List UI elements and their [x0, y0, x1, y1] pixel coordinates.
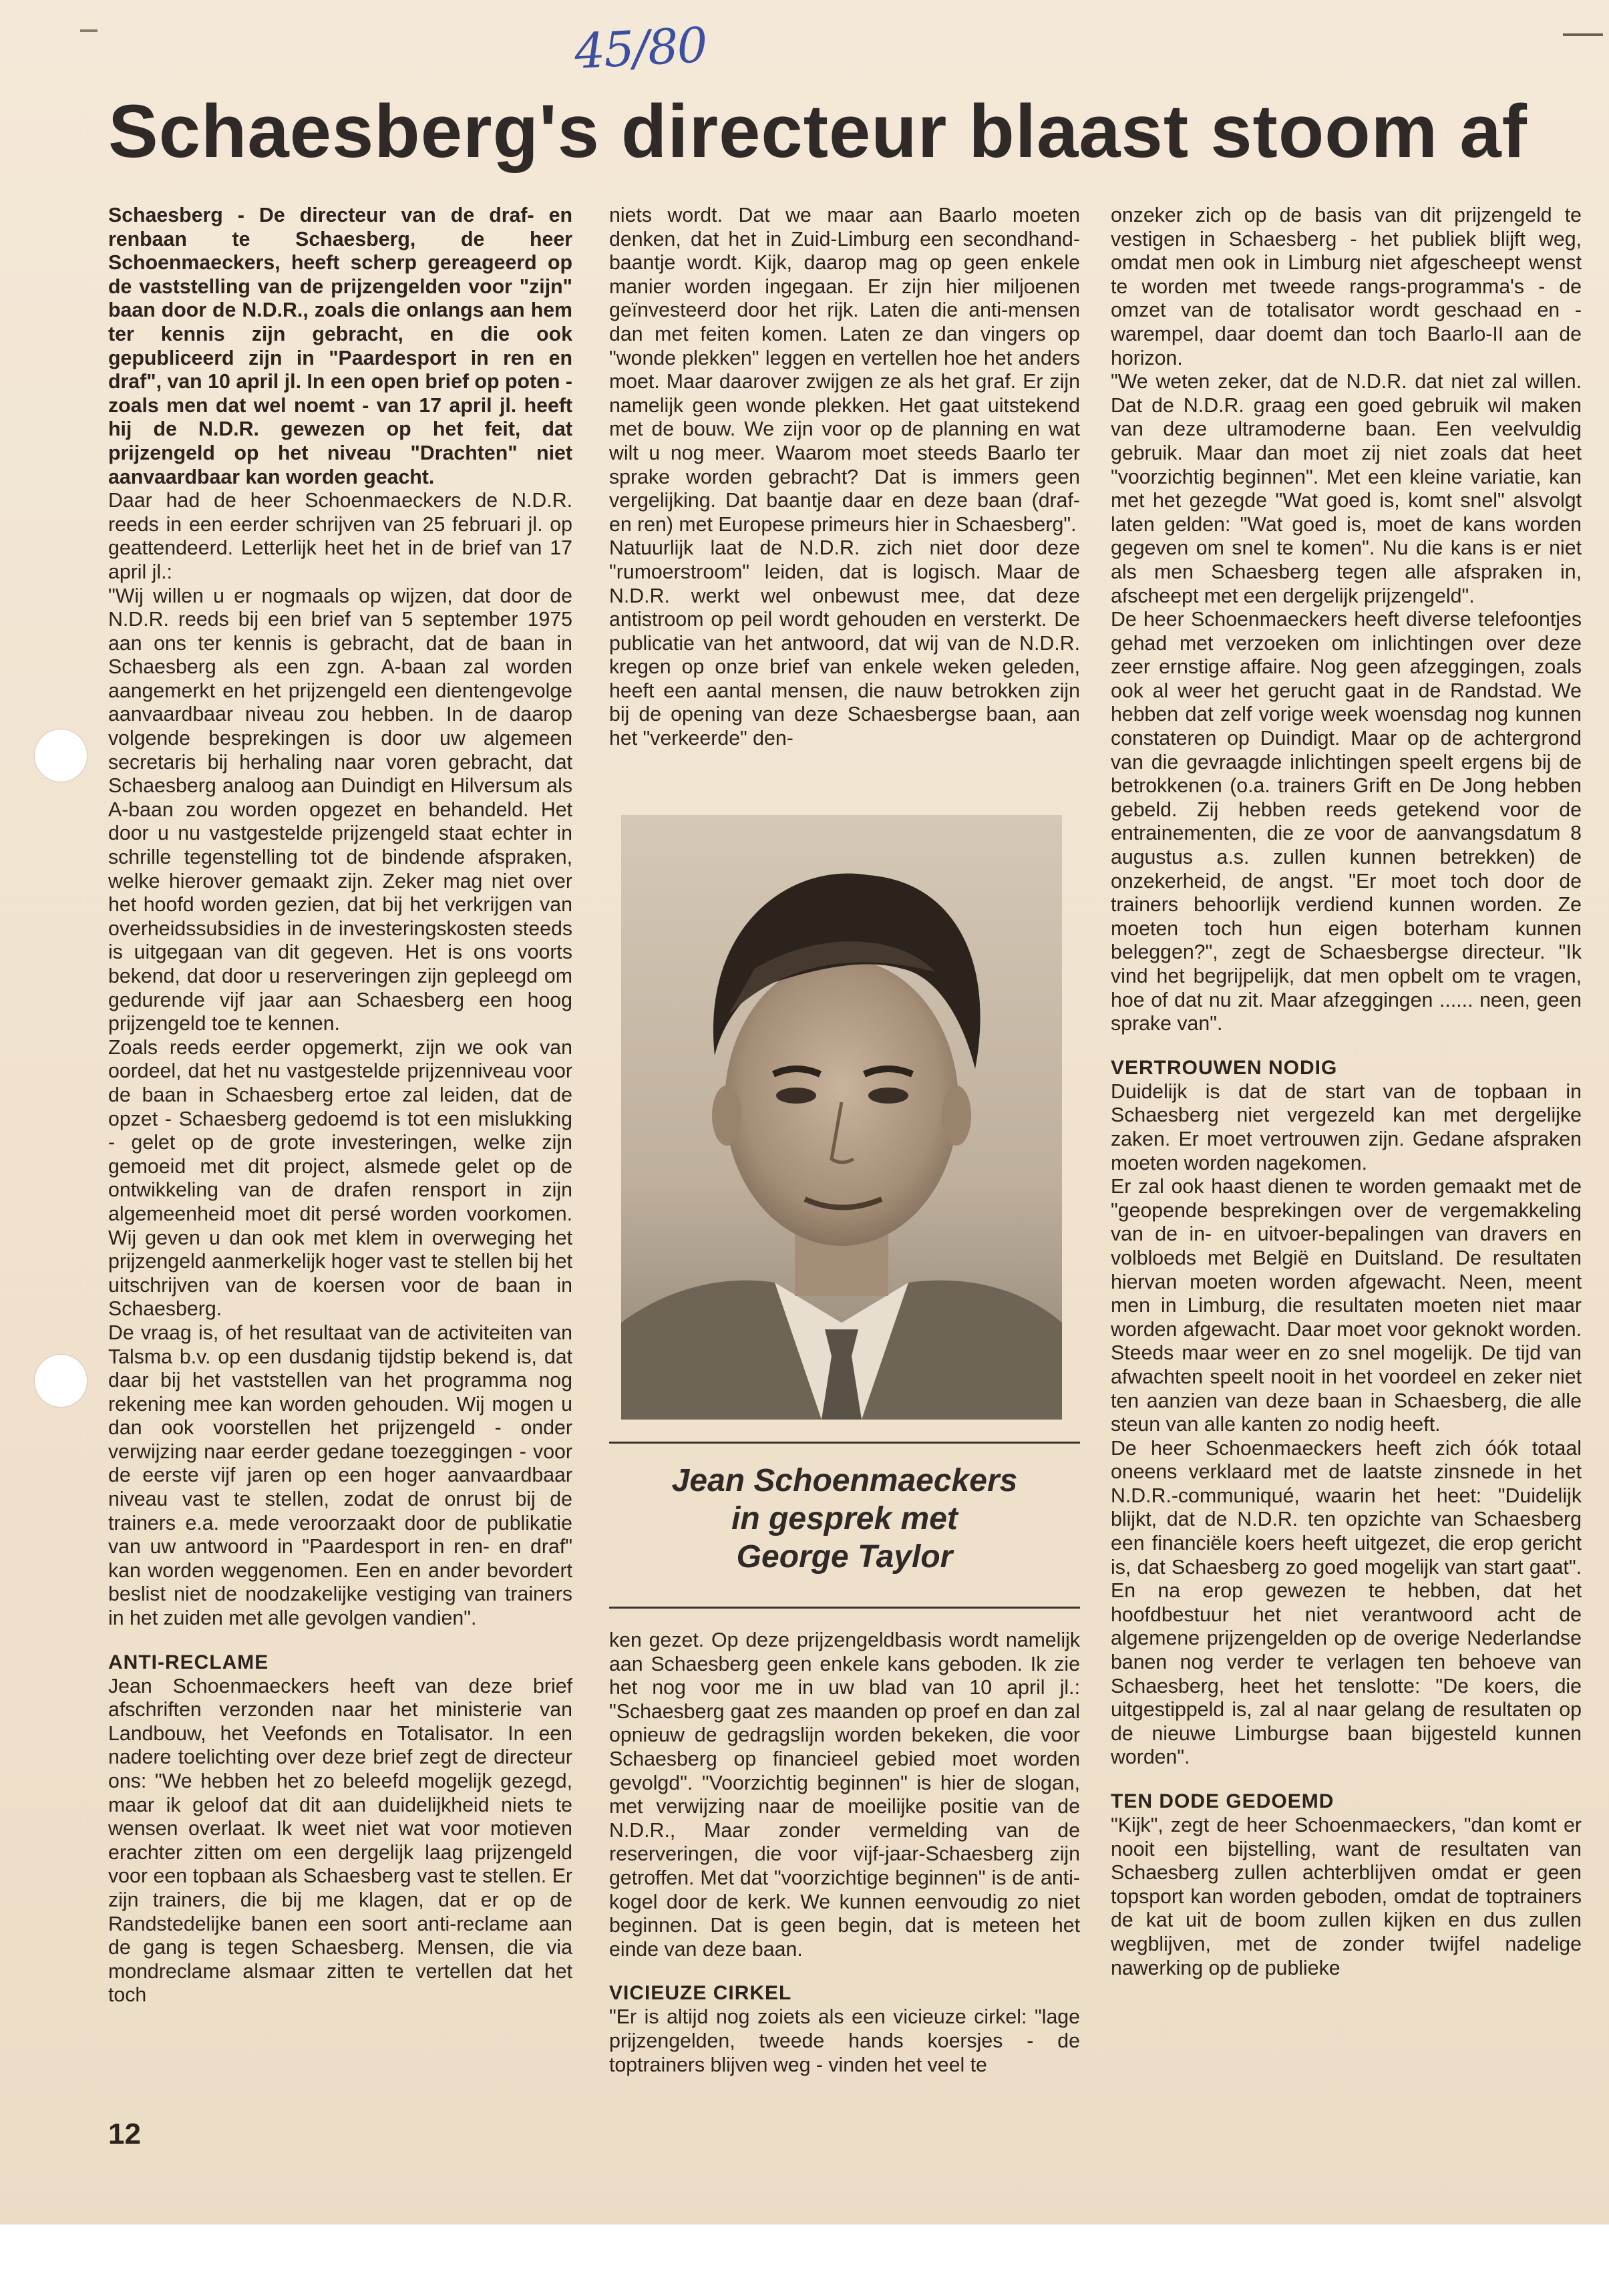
- paragraph: "Er is altijd nog zoiets als een vicieuze cirkel: "lage prijzengelden, tweede hands koersjes - de toptrainers blijven weg - vinden het veel te: [609, 2006, 1080, 2076]
- paragraph: Jean Schoenmaeckers heeft van deze brief afschriften verzonden naar het ministerie van Landbouw, het Veefonds en Totalisator. In een nadere toelichting over deze brief zegt de directeur ons: "We hebben het zo beleefd mogelijk gezegd, maar ik geloof dat dit aan duidelijkheid niets te wensen overlaat. Ik weet niet wat voor motieven erachter zitten om een dergelijk laag prijzengeld voor een topbaan als Schaesberg vast te stellen. Er zijn trainers, die bij me klagen, dat er op de Randstedelijke banen een soort anti-reclame aan de gang is tegen Schaesberg. Mensen, die via mondreclame alsmaar zitten te vertellen dat het toch: [108, 1675, 572, 2007]
- paragraph: "We weten zeker, dat de N.D.R. dat niet zal willen. Dat de N.D.R. graag een goed gebruik wil maken van deze ultramoderne baan. Een veelvuldig gebruik. Maar dan moet zij niet zoals dat heet "voorzichtig beginnen". Met een kleine variatie, kan met het gezegde "Wat goed is, komt snel" alsvolgt laten gelden: "Wat goed is, moet de kans worden gegeven om snel te komen". Nu die kans is er niet als men Schaesberg tegen alle afspraken in, afscheept met een dergelijk prijzengeld".: [1111, 371, 1582, 607]
- subheading-ten-dode-gedoemd: TEN DODE GEDOEMD: [1111, 1790, 1334, 1812]
- subheading-vicieuze-cirkel: VICIEUZE CIRKEL: [609, 1982, 792, 2005]
- headline: Schaesberg's directeur blaast stoom af: [108, 90, 1528, 173]
- portrait-photo: [621, 815, 1062, 1420]
- paragraph: De heer Schoenmaeckers heeft diverse telefoontjes gehad met verzoeken om inlichtingen over deze zeer ernstige affaire. Nog geen afzeggingen, zoals ook al weer het gerucht gaat in de Randstad. We hebben dat zelf vorige week woensdag nog kunnen constateren op Duindigt. Maar op de achtergrond van die gevraagde inlichtingen speelt ergens bij de betrokkenen (o.a. trainers Grift en De Jong hebben gebeld. Zij hebben reeds getekend voor de entrainementen, die ze voor de aanvangsdatum 8 augustus a.s. zullen kunnen betrekken) de onzekerheid, de angst. "Er moet toch door de trainers behoorlijk verdiend kunnen worden. Ze moeten toch hun eigen boterham kunnen beleggen?", zegt de Schaesbergse directeur. "Ik vind het begrijpelijk, dat men opbelt om te vragen, hoe of dat nu zit. Maar afzeggingen ...... neen, geen sprake van".: [1111, 609, 1582, 1035]
- page-number: 12: [108, 2118, 141, 2150]
- portrait-photo-icon: [621, 815, 1062, 1420]
- scan-margin: [0, 2225, 1609, 2296]
- punch-hole: [35, 729, 87, 782]
- paragraph: Natuurlijk laat de N.D.R. zich niet door deze "rumoerstroom" leiden, dat is logisch. Maar de N.D.R. werkt wel onbewust mee, dat deze antistroom op peil wordt gehouden en versterkt. De publicatie van het antwoord, dat wij van de N.D.R. kregen op onze brief van enkele weken geleden, heeft een aantal mensen, die nauw betrokken zijn bij de opening van deze Schaesbergse baan, aan het "verkeerde" den-: [609, 537, 1080, 750]
- paragraph: Daar had de heer Schoenmaeckers de N.D.R. reeds in een eerder schrijven van 25 februari jl. op geattendeerd. Letterlijk heet het in de brief van 17 april jl.:: [108, 490, 572, 583]
- article-column-3: [1111, 204, 1582, 1980]
- paragraph: "Kijk", zegt de heer Schoenmaeckers, "dan komt er nooit een bijstelling, want de resultaten van Schaesberg zullen achterblijven omdat er geen topsport kan worden geboden, omdat de toptrainers de kat uit de boom zullen kijken en dus zullen wegblijven, met de zonder twijfel nadelige nawerking op de publieke: [1111, 1814, 1582, 1979]
- article-lead: Schaesberg - De directeur van de draf- en renbaan te Schaesberg, de heer Schoenmaeckers, heeft scherp gereageerd op de vaststelling van de prijzengelden voor "zijn" baan door de N.D.R., zoals die onlangs aan hem ter kennis zijn gebracht, en die ook gepubliceerd zijn in "Paardesport in ren en draf", van 10 april jl. In een open brief op poten - zoals men dat wel noemt - van 17 april jl. heeft hij de N.D.R. gewezen op het feit, dat prijzengeld op het niveau "Drachten" niet aanvaardbaar kan worden geacht.: [108, 204, 572, 488]
- paragraph: De vraag is, of het resultaat van de activiteiten van Talsma b.v. op een dusdanig tijdstip bekend is, dat daar bij het vaststellen van het programma nog rekening mee kan worden gehouden. Wij mogen u dan ook voorstellen het prijzengeld - onder verwijzing naar eerder gedane toezeggingen - voor de eerste vijf jaren op een hoger aanvaardbaar niveau vast te stellen, zodat de onrust bij de trainers e.a. mede veroorzaakt door de publikatie van uw antwoord in "Paardesport in ren- en draf" kan worden weggenomen. Een en ander bevordert beslist niet de noodzakelijke vestiging van trainers in het zuiden met alle gevolgen vandien".: [108, 1321, 572, 1630]
- paragraph: "Wij willen u er nogmaals op wijzen, dat door de N.D.R. reeds bij een brief van 5 september 1975 aan ons ter kennis is gebracht, dat de baan in Schaesberg als een zgn. A-baan zal worden aangemerkt en het prijzengeld een dientengevolge aanvaardbaar niveau zou hebben. In de daarop volgende besprekingen is door uw algemeen secretaris bij herhaling naar voren gebracht, dat Schaesberg analoog aan Duindigt en Hilversum als A-baan zou worden opgezet en behandeld. Het door u nu vastgestelde prijzengeld staat echter in schrille tegenstelling tot de bindende afspraken, welke hierover gemaakt zijn. Zeker mag niet over het hoofd worden gezien, dat bij het verkrijgen van overheidssubsidies in de investeringskosten steeds is uitgegaan van dit gegeven. Het is ons voorts bekend, dat door u reserveringen zijn gepleegd om gedurende vijf jaar aan Schaesberg een hoog prijzengeld toe te kennen.: [108, 585, 572, 1035]
- caption-rule: [609, 1442, 1080, 1444]
- caption-line: George Taylor: [736, 1539, 953, 1575]
- photo-caption: [609, 1462, 1080, 1576]
- punch-hole: [35, 1355, 87, 1407]
- caption-rule: [609, 1607, 1080, 1609]
- caption-line: in gesprek met: [731, 1501, 958, 1536]
- paragraph: Er zal ook haast dienen te worden gemaakt met de "geopende besprekingen over de vergemakkeling van de in- en uitvoer-bepalingen van dravers en volbloeds met België en Duitsland. De resultaten hiervan moeten worden afgewacht. Neen, meent men in Limburg, die resultaten moeten niet maar worden afgewacht. Daar moet voor geknokt worden. Steeds maar weer en zo snel mogelijk. De tijd van afwachten speelt nooit in het voordeel en zeker niet ten aanzien van deze baan in Schaesberg, die alle steun van alle kanten zo nodig heeft.: [1111, 1176, 1582, 1436]
- paragraph: onzeker zich op de basis van dit prijzengeld te vestigen in Schaesberg - het publiek blijft weg, omdat men ook in Limburg niet afgescheept wenst te worden met tweede rangs-programma's - de omzet van de totalisator wordt geschaad en - warempel, daar doemt dan toch Baarlo-II aan de horizon.: [1111, 204, 1582, 369]
- paragraph: ken gezet. Op deze prijzengeldbasis wordt namelijk aan Schaesberg geen enkele kans geboden. Ik zie het nog voor me in uw blad van 10 april jl.: "Schaesberg gaat zes maanden op proef en dan zal opnieuw de gedragslijn worden bekeken, die voor Schaesberg op financieel gebied moet worden gevolgd". "Voorzichtig beginnen" is hier de slogan, met verwijzing naar de moeilijke positie van de N.D.R., Maar zonder vermelding van de reserveringen, die voor vijf-jaar-Schaesberg zijn getroffen. Met dat "voorzichtige beginnen" is de anti-kogel door de kerk. We kunnen eenvoudig zo niet beginnen. Dat is geen begin, dat is meteen het einde van deze baan.: [609, 1629, 1080, 1961]
- handwritten-note: 45/80: [572, 16, 708, 80]
- paragraph: Duidelijk is dat de start van de topbaan in Schaesberg niet vergezeld kan met dergelijke zaken. Er moet vertrouwen zijn. Gedane afspraken moeten worden nagekomen.: [1111, 1080, 1582, 1174]
- article-column-2-bottom: [609, 1629, 1080, 2077]
- paragraph: niets wordt. Dat we maar aan Baarlo moeten denken, dat het in Zuid-Limburg een secondhand-baantje wordt. Kijk, daarop mag op geen enkele manier worden ingegaan. Er zijn hier miljoenen geïnvesteerd door het rijk. Laten die anti-mensen dan met feiten komen. Laten ze dan vingers op "wonde plekken" leggen en vertellen hoe het anders moet. Maar daarover zwijgen ze als het graf. Er zijn namelijk geen wonde plekken. Het gaat uitstekend met de bouw. We zijn voor op de planning en wat wilt u nog meer. Waarom moet steeds Baarlo ter sprake worden gebracht? Dat is immers geen vergelijking. Dat baantje daar en deze baan (draf- en ren) met Europese primeurs hier in Schaesberg".: [609, 204, 1080, 536]
- paragraph: Zoals reeds eerder opgemerkt, zijn we ook van oordeel, dat het nu vastgestelde prijzenniveau voor de baan in Schaesberg ertoe zal leiden, dat de opzet - Schaesberg gedoemd is tot een mislukking - gelet op de grote investeringen, welke zijn gemoeid met dit project, alsmede gelet op de ontwikkeling van de drafen rensport in zijn algemeenheid moet dit persé worden voorkomen. Wij geven u dan ook met klem in overweging het prijzengeld aanmerkelijk hoger vast te stellen bij het uitschrijven van de koersen voor de baan in Schaesberg.: [108, 1036, 572, 1321]
- caption-line: Jean Schoenmaeckers: [671, 1463, 1018, 1498]
- paragraph: De heer Schoenmaeckers heeft zich óók totaal oneens verklaard met de laatste zinsnede in het N.D.R.-communiqué, waarin het heet: "Duidelijk blijkt, dat de N.D.R. ten opzichte van Schaesberg een financiële koers heeft uitgezet, die erop gericht is, dat Schaesberg zo goed mogelijk van start gaat". En na erop gewezen te hebben, dat het hoofdbestuur het niet verantwoord acht de algemene prijzengelden op de overige Nederlandse banen nog verder te verlagen ten behoeve van Schaesberg, heet het tenslotte: "De koers, die uitgestippeld is, zal al naar gelang de resultaten op de nieuwe Limburgse baan bijgesteld kunnen worden".: [1111, 1437, 1582, 1769]
- article-column-1: [108, 204, 572, 2007]
- article-column-2-top: [609, 204, 1080, 751]
- scan-mark: [1563, 33, 1603, 36]
- subheading-vertrouwen-nodig: VERTROUWEN NODIG: [1111, 1056, 1338, 1079]
- subheading-anti-reclame: ANTI-RECLAME: [108, 1651, 269, 1673]
- scan-mark: [80, 29, 98, 32]
